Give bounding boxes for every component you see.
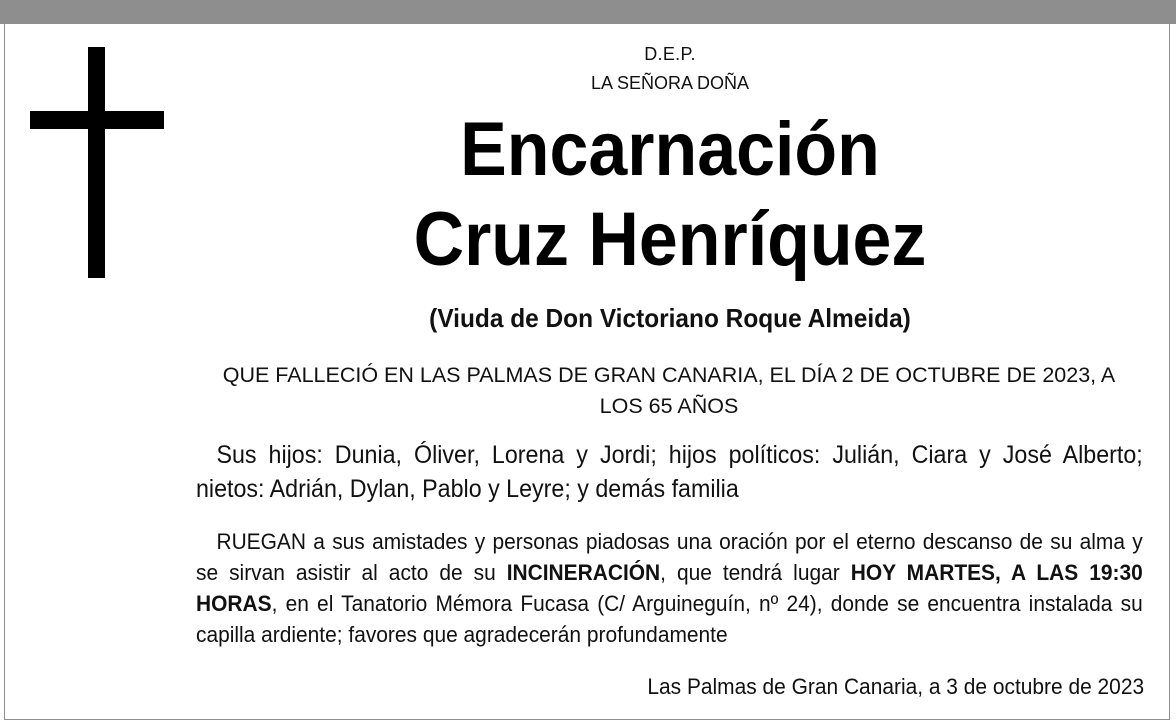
ceremony-text-2: , que tendrá lugar	[660, 560, 851, 585]
deceased-surnames: Cruz Henríquez	[413, 197, 927, 282]
death-notice: QUE FALLECIÓ EN LAS PALMAS DE GRAN CANARIA, EL DÍA 2 DE OCTUBRE DE 2023, A LOS 65 AÑOS	[222, 363, 1116, 418]
ceremony-paragraph	[196, 526, 1143, 650]
ceremony-time: HOY MARTES, A LAS 19:30 HORAS	[196, 560, 1143, 616]
place-date-line: Las Palmas de Gran Canaria, a 3 de octubre de 2023	[647, 674, 1144, 699]
ceremony-type: INCINERACIÓN	[506, 560, 661, 585]
honorific-line: LA SEÑORA DOÑA	[590, 73, 750, 93]
cross-horizontal-bar	[30, 111, 164, 129]
dep-heading: D.E.P.	[644, 44, 696, 64]
family-paragraph: Sus hijos: Dunia, Óliver, Lorena y Jordi; hijos políticos: Julián, Ciara y José Alberto; nietos: Adrián, Dylan, Pablo y Leyre; y demás familia	[196, 441, 1143, 503]
widow-note: (Viuda de Don Victoriano Roque Almeida)	[429, 303, 911, 333]
ceremony-text-1: RUEGAN a sus amistades y personas piadosas una oración por el eterno descanso de su alma y se sirvan asistir al acto de su	[196, 529, 1143, 585]
top-border-bar	[0, 0, 1176, 24]
deceased-first-name: Encarnación	[460, 107, 880, 192]
cross-vertical-bar	[88, 47, 105, 278]
ceremony-text-3: , en el Tanatorio Mémora Fucasa (C/ Arguineguín, nº 24), donde se encuentra instalada su capilla ardiente; favores que agradecerán profundamente	[196, 591, 1143, 647]
